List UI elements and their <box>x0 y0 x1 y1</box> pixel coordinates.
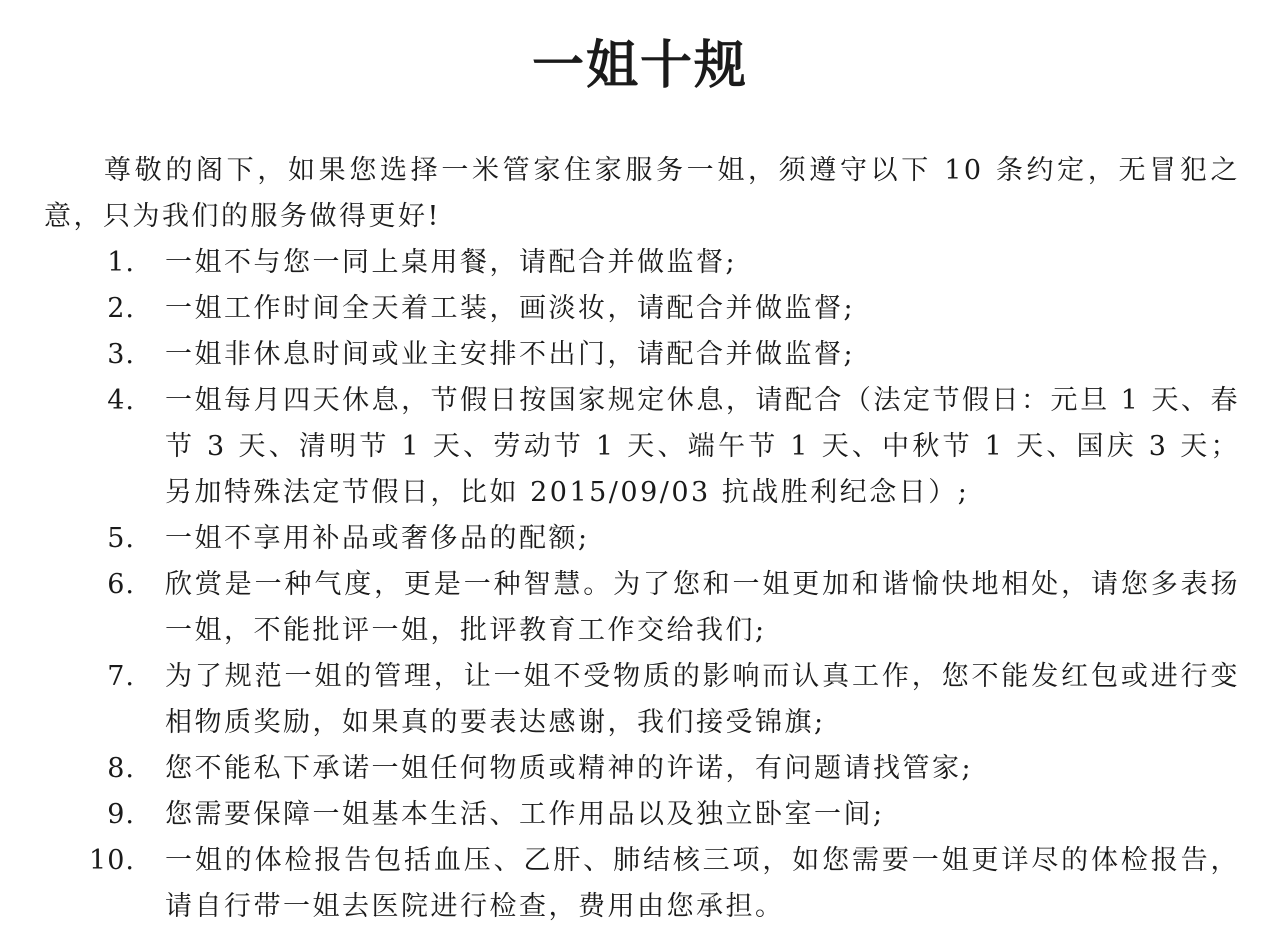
rule-number: 2. <box>107 293 135 324</box>
rule-number: 5. <box>107 523 135 554</box>
list-item <box>0 654 1280 746</box>
rule-number: 10. <box>89 845 135 876</box>
list-item <box>0 562 1280 654</box>
list-item <box>0 746 1280 792</box>
rule-number: 7. <box>107 661 135 692</box>
rules-list <box>0 240 1280 930</box>
list-item <box>0 240 1280 286</box>
list-item <box>0 516 1280 562</box>
list-item <box>0 378 1280 516</box>
rule-number: 6. <box>107 569 135 600</box>
rule-text: 您不能私下承诺一姐任何物质或精神的许诺，有问题请找管家; <box>165 753 974 784</box>
rule-number: 9. <box>107 799 135 830</box>
rule-text: 一姐非休息时间或业主安排不出门，请配合并做监督; <box>165 339 856 370</box>
rule-text: 您需要保障一姐基本生活、工作用品以及独立卧室一间; <box>165 799 885 830</box>
rule-number: 3. <box>107 339 135 370</box>
rule-text: 一姐每月四天休息，节假日按国家规定休息，请配合（法定节假日：元旦 1 天、春节 3 天、清明节 1 天、劳动节 1 天、端午节 1 天、中秋节 1 天、国庆 3 天；另加特殊法定节假日，比如 2015/09/03 抗战胜利纪念日）; <box>165 385 1240 508</box>
rule-text: 一姐不享用补品或奢侈品的配额; <box>165 523 590 554</box>
list-item <box>0 792 1280 838</box>
rule-number: 4. <box>107 385 135 416</box>
rule-number: 8. <box>107 753 135 784</box>
list-item <box>0 838 1280 930</box>
list-item <box>0 286 1280 332</box>
rule-text: 欣赏是一种气度，更是一种智慧。为了您和一姐更加和谐愉快地相处，请您多表扬一姐，不能批评一姐，批评教育工作交给我们; <box>165 569 1240 646</box>
list-item <box>0 332 1280 378</box>
rule-text: 一姐的体检报告包括血压、乙肝、肺结核三项，如您需要一姐更详尽的体检报告，请自行带一姐去医院进行检查，费用由您承担。 <box>165 845 1240 922</box>
rule-text: 一姐工作时间全天着工装，画淡妆，请配合并做监督; <box>165 293 856 324</box>
rule-text: 一姐不与您一同上桌用餐，请配合并做监督; <box>165 247 738 278</box>
rule-number: 1. <box>107 247 135 278</box>
document-title: 一姐十规 <box>531 35 748 96</box>
intro-paragraph: 尊敬的阁下，如果您选择一米管家住家服务一姐，须遵守以下 10 条约定，无冒犯之意，只为我们的服务做得更好! <box>44 155 1240 232</box>
rule-text: 为了规范一姐的管理，让一姐不受物质的影响而认真工作，您不能发红包或进行变相物质奖励，如果真的要表达感谢，我们接受锦旗; <box>165 661 1240 738</box>
